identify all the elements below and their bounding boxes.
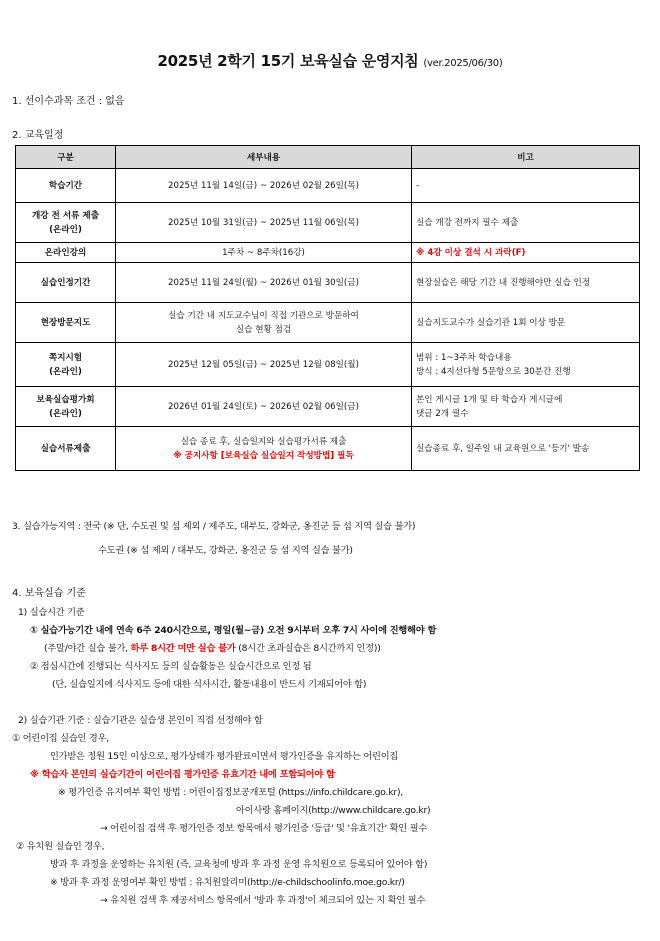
cell-note-line: 범위 : 1~3주차 학습내용 <box>416 352 512 363</box>
cell-category <box>16 303 116 343</box>
cell-category-line: 학습기간 <box>48 180 83 191</box>
cell-category-line: 쪽지시험 <box>48 352 83 363</box>
section-2-heading: 2. 교육일정 <box>12 130 64 141</box>
table-row <box>16 427 640 471</box>
cell-category-line: 실습서류제출 <box>40 443 91 454</box>
cell-category <box>16 169 116 203</box>
cell-detail <box>116 263 412 303</box>
table-row <box>16 243 640 263</box>
title-main: 2025년 2학기 15기 보육실습 운영지침 <box>157 52 419 70</box>
cell-category <box>16 343 116 387</box>
section-4-heading: 4. 보육실습 기준 <box>12 588 86 599</box>
cell-detail <box>116 303 412 343</box>
cell-detail-line: 2025년 11월 14일(금) ~ 2026년 02월 26일(목) <box>168 180 359 191</box>
cell-note <box>412 387 640 427</box>
cell-detail-line: 2025년 11월 24일(월) ~ 2026년 01월 30일(금) <box>168 277 359 288</box>
cell-detail-line: 실습 종료 후, 실습일지와 실습평가서류 제출 <box>180 436 347 447</box>
cell-category-line: (온라인) <box>49 224 82 235</box>
section-1-prerequisite: 1. 선이수과목 조건 : 없음 <box>12 96 125 107</box>
table-row <box>16 203 640 243</box>
c1-check-note: → 어린이집 검색 후 평가인증 정보 항목에서 평가인증 '등급' 및 '유효기간' 확인 필수 <box>100 823 428 834</box>
item1-detail-red: 하루 8시간 미만 실습 불가 <box>130 643 236 654</box>
cell-detail-line: 2025년 10월 31일(금) ~ 2025년 11월 06일(목) <box>168 217 359 228</box>
cell-detail-line: 실습 기간 내 지도교수님이 직접 기관으로 방문하여 <box>168 310 359 321</box>
c1-check-method: ※ 평가인증 유지여부 확인 방법 : 어린이집정보공개포털 (https://info.childcare.go.kr), <box>58 787 404 798</box>
cell-note-line: 방식 : 4지선다형 5문항으로 30분간 진행 <box>416 366 571 377</box>
cell-note-line: 실습종료 후, 일주일 내 교육원으로 '등기' 발송 <box>416 443 590 454</box>
c2-check-note: → 유치원 검색 후 제공서비스 항목에서 '방과 후 과정'이 체크되어 있는 지 확인 필수 <box>100 895 426 906</box>
table-row <box>16 343 640 387</box>
cell-category <box>16 387 116 427</box>
cell-category-line: 실습인정기간 <box>40 277 91 288</box>
cell-note <box>412 263 640 303</box>
sub2-institution-criteria: 2) 실습기관 기준 : 실습기관은 실습생 본인이 직접 선정해야 함 <box>18 715 263 726</box>
cell-detail-line: 2026년 01월 24일(토) ~ 2026년 02월 06일(금) <box>168 401 359 412</box>
cell-note <box>412 203 640 243</box>
cell-detail-line: 실습 현황 점검 <box>235 324 292 335</box>
page-title <box>0 50 660 71</box>
cell-category <box>16 243 116 263</box>
title-version: (ver.2025/06/30) <box>423 58 503 69</box>
cell-category <box>16 263 116 303</box>
cell-detail <box>116 427 412 471</box>
sub1-time-criteria: 1) 실습시간 기준 <box>18 607 85 618</box>
c2-condition: 방과 후 과정을 운영하는 유치원 (즉, 교육청에 방과 후 과정 운영 유치원으로 등록되어 있어야 함) <box>50 859 428 870</box>
c1-check-url2: 아이사랑 홈페이지(http://www.childcare.go.kr) <box>236 805 431 816</box>
section-3-capital: 수도권 (※ 섬 제외 / 대부도, 강화군, 옹진군 등 섬 지역 실습 불가) <box>98 545 353 556</box>
cell-note <box>412 303 640 343</box>
cell-detail <box>116 203 412 243</box>
item2-detail: (단, 실습일지에 식사지도 등에 대한 식사시간, 활동내용이 반드시 기재되어야 함) <box>52 679 367 690</box>
c1-daycare-warning: ※ 학습자 본인의 실습기간이 어린이집 평가인증 유효기간 내에 포함되어야 함 <box>30 769 335 780</box>
item2-lunch: ② 점심시간에 진행되는 식사지도 등의 실습활동은 실습시간으로 인정 됨 <box>30 661 312 672</box>
table-row <box>16 169 640 203</box>
header-category: 구분 <box>16 146 116 169</box>
cell-detail-line: ※ 공지사항 [보육실습 실습일지 작성방법] 필독 <box>173 450 354 461</box>
cell-note-line: 댓글 2개 필수 <box>416 408 469 419</box>
header-detail: 세부내용 <box>116 146 412 169</box>
table-row <box>16 387 640 427</box>
cell-note <box>412 243 640 263</box>
table-row <box>16 263 640 303</box>
cell-note <box>412 427 640 471</box>
cell-note-line: 실습 개강 전까지 필수 제출 <box>416 217 519 228</box>
cell-category-line: (온라인) <box>49 366 82 377</box>
c1-daycare-condition: 인가받은 정원 15인 이상으로, 평가상태가 평가완료이면서 평가인증을 유지하는 어린이집 <box>50 751 399 762</box>
item1-detail <box>44 640 381 654</box>
c1-daycare: ① 어린이집 실습인 경우, <box>12 733 109 744</box>
header-note: 비고 <box>412 146 640 169</box>
c2-kindergarten: ② 유치원 실습인 경우, <box>16 841 105 852</box>
cell-note <box>412 169 640 203</box>
cell-note-line: 실습지도교수가 실습기관 1회 이상 방문 <box>416 317 566 328</box>
cell-detail-line: 2025년 12월 05일(금) ~ 2025년 12월 08일(월) <box>168 359 359 370</box>
cell-detail-line: 1주차 ~ 8주차(16강) <box>222 247 305 258</box>
cell-detail <box>116 169 412 203</box>
cell-note-line: ※ 4강 이상 결석 시 과락(F) <box>416 247 526 258</box>
cell-category-line: 보육실습평가회 <box>36 394 95 405</box>
cell-detail <box>116 387 412 427</box>
item1-hours: ① 실습가능기간 내에 연속 6주 240시간으로, 평일(월~금) 오전 9시부터 오후 7시 사이에 진행해야 함 <box>30 625 437 636</box>
cell-note <box>412 343 640 387</box>
c2-check-method: ※ 방과 후 과정 운영여부 확인 방법 : 유치원알리미(http://e-childschoolinfo.moe.go.kr/) <box>50 877 405 888</box>
item1-detail-post: (8시간 초과실습은 8시간까지 인정)) <box>235 643 381 654</box>
cell-note-line: - <box>416 180 420 191</box>
cell-category-line: 현장방문지도 <box>40 317 91 328</box>
cell-category-line: 개강 전 서류 제출 <box>31 210 100 221</box>
cell-category <box>16 427 116 471</box>
schedule-table <box>15 145 640 471</box>
cell-category-line: 온라인강의 <box>44 247 87 258</box>
cell-note-line: 현장실습은 해당 기간 내 진행해야만 실습 인정 <box>416 277 591 288</box>
cell-category <box>16 203 116 243</box>
cell-detail <box>116 243 412 263</box>
cell-note-line: 본인 게시글 1개 및 타 학습자 게시글에 <box>416 394 563 405</box>
table-row <box>16 303 640 343</box>
section-3-region: 3. 실습가능지역 : 전국 (※ 단, 수도권 및 섬 제외 / 제주도, 대부도, 강화군, 옹진군 등 섬 지역 실습 불가) <box>12 521 416 532</box>
item1-detail-pre: (주말/야간 실습 불가, <box>44 643 131 654</box>
cell-detail <box>116 343 412 387</box>
cell-category-line: (온라인) <box>49 408 82 419</box>
table-header-row <box>16 146 640 169</box>
